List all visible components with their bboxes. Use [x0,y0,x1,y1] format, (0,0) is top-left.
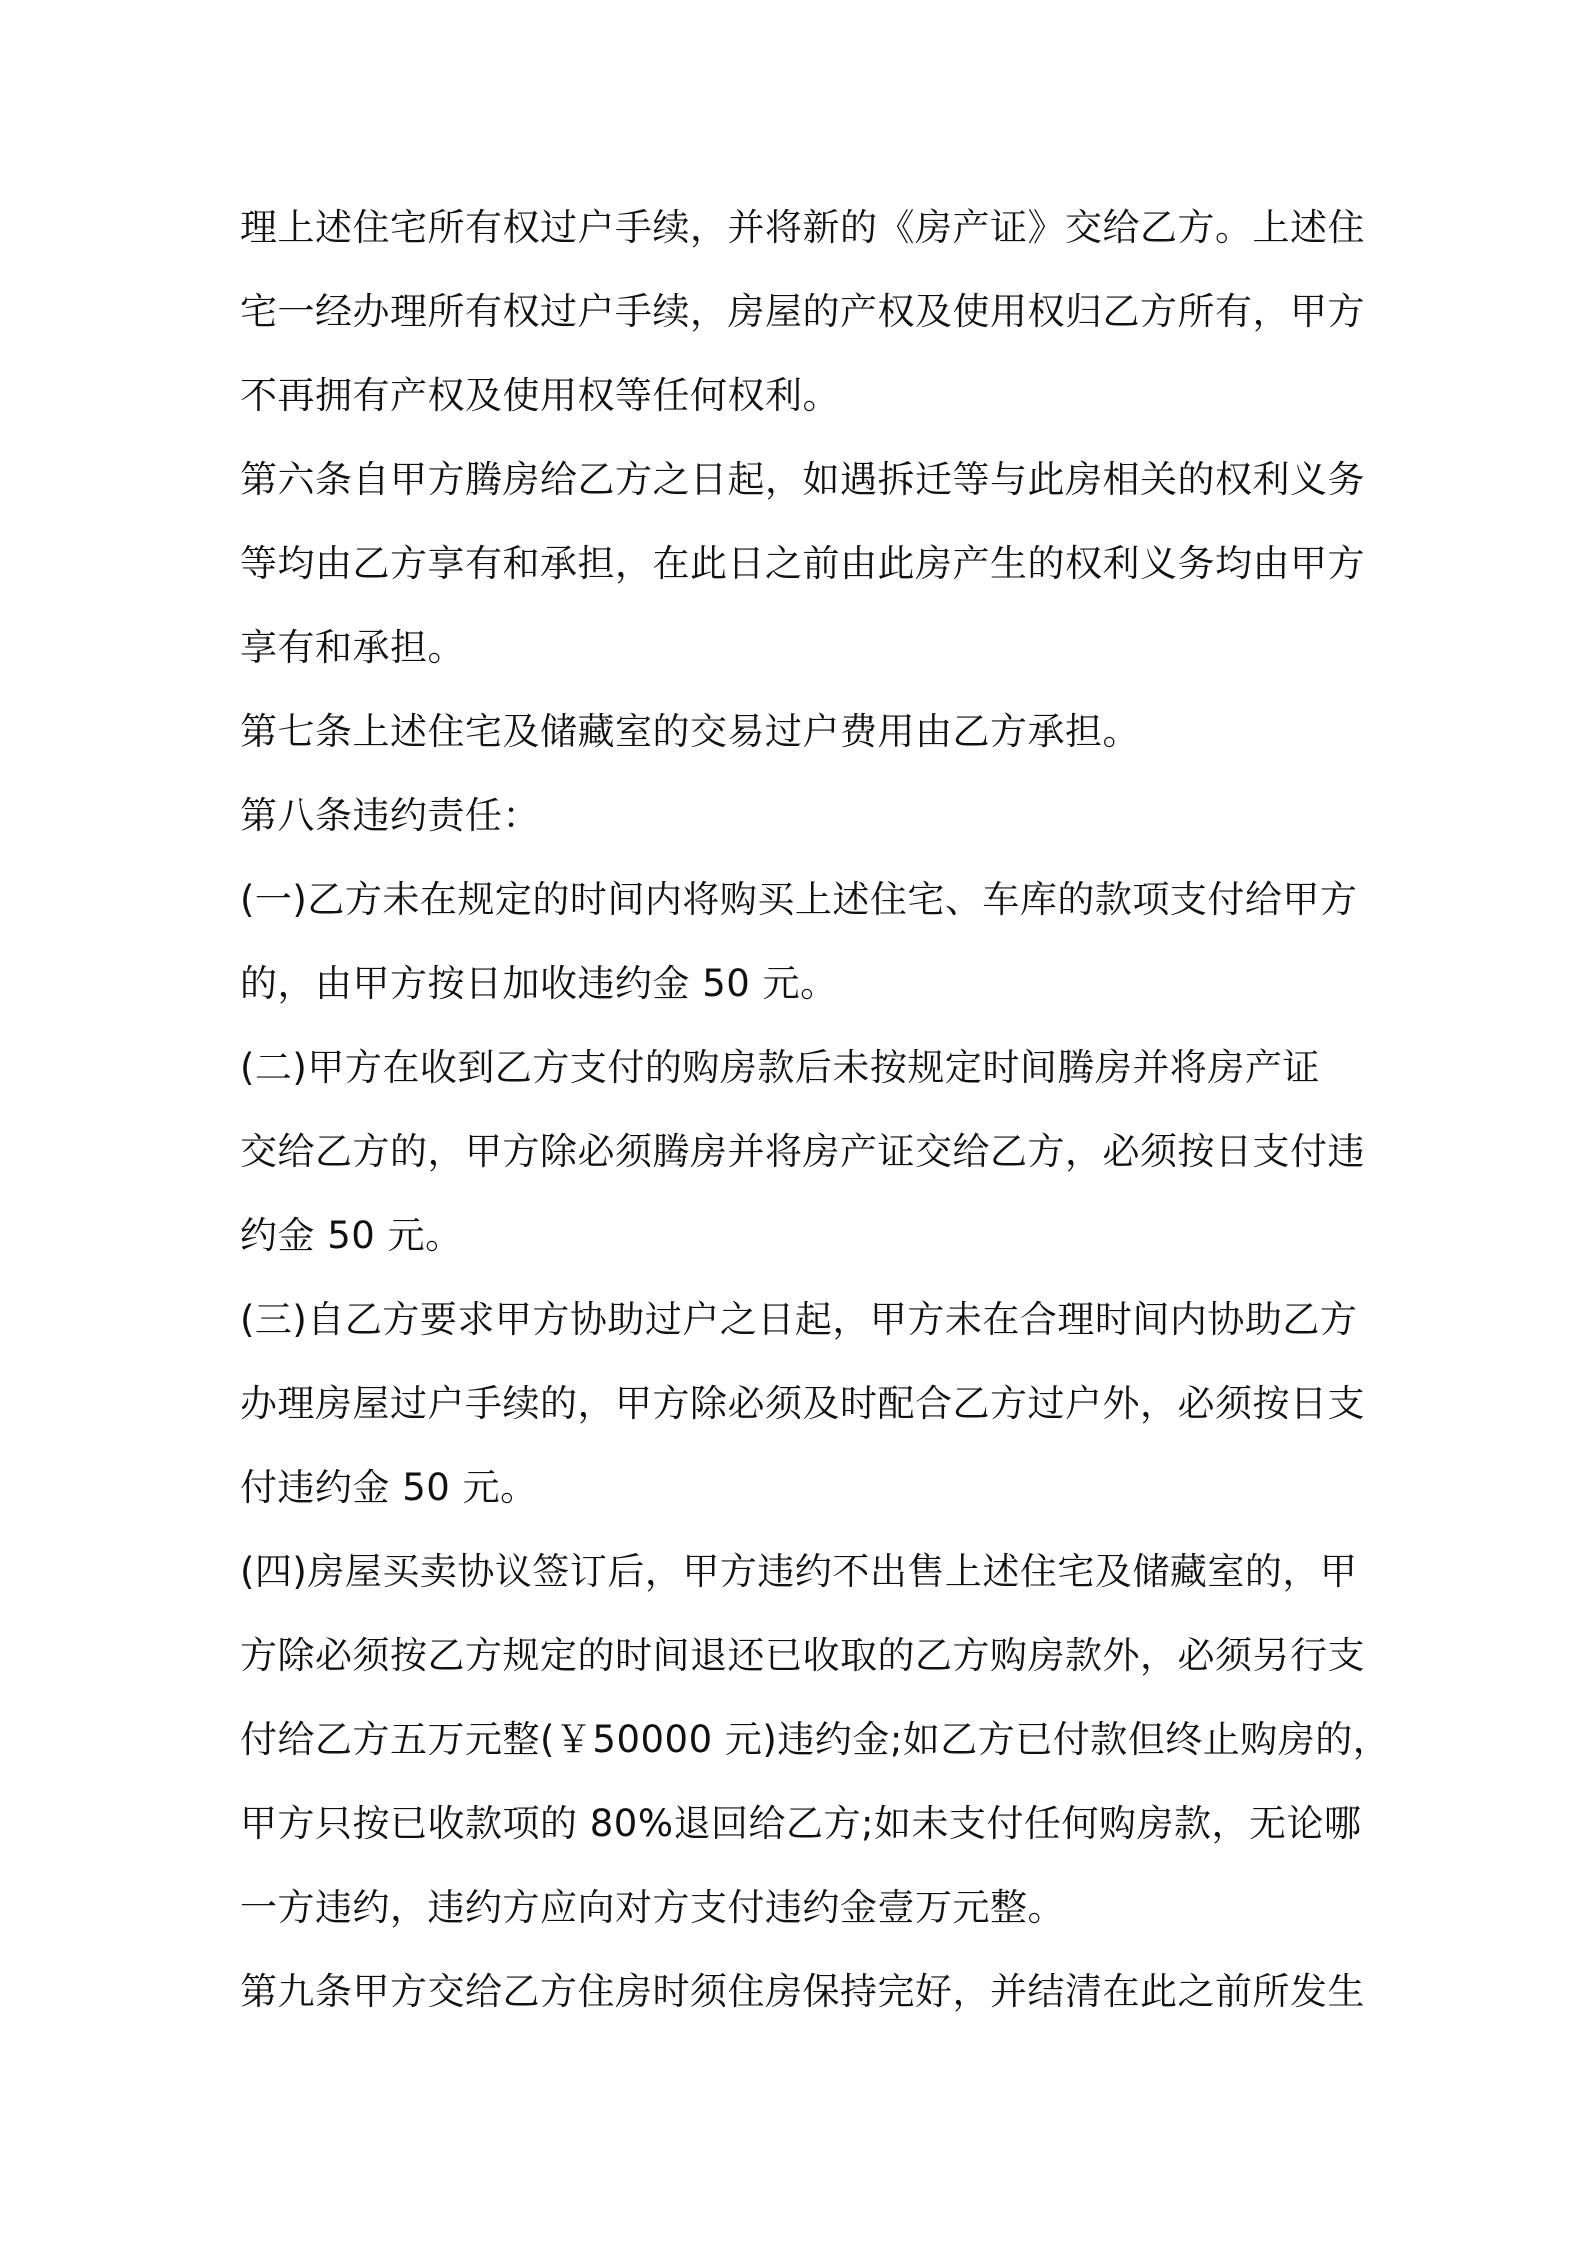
contract-text [240,186,1391,2034]
text-line-3: 不再拥有产权及使用权等任何权利。 [240,374,840,417]
text-line-2: 宅一经办理所有权过户手续，房屋的产权及使用权归乙方所有，甲方 [240,290,1365,333]
text-line-22: 第九条甲方交给乙方住房时须住房保持完好，并结清在此之前所发生 [240,1970,1365,2013]
text-line-14: (三)自乙方要求甲方协助过户之日起，甲方未在合理时间内协助乙方 [240,1298,1358,1341]
text-line-19: 付给乙方五万元整(￥50000 元)违约金;如乙方已付款但终止购房的， [240,1718,1391,1761]
text-line-5: 等均由乙方享有和承担，在此日之前由此房产生的权利义务均由甲方 [240,542,1365,585]
text-line-18: 方除必须按乙方规定的时间退还已收取的乙方购房款外，必须另行支 [240,1634,1365,1677]
text-line-21: 一方违约，违约方应向对方支付违约金壹万元整。 [240,1886,1065,1929]
text-line-1: 理上述住宅所有权过户手续，并将新的《房产证》交给乙方。上述住 [240,206,1365,249]
text-line-4: 第六条自甲方腾房给乙方之日起，如遇拆迁等与此房相关的权利义务 [240,458,1365,501]
text-line-17: (四)房屋买卖协议签订后，甲方违约不出售上述住宅及储藏室的，甲 [240,1550,1358,1593]
text-line-15: 办理房屋过户手续的，甲方除必须及时配合乙方过户外，必须按日支 [240,1382,1365,1425]
text-line-7: 第七条上述住宅及储藏室的交易过户费用由乙方承担。 [240,710,1140,753]
text-line-12: 交给乙方的，甲方除必须腾房并将房产证交给乙方，必须按日支付违 [240,1130,1365,1173]
text-line-13: 约金 50 元。 [240,1214,463,1257]
text-line-9: (一)乙方未在规定的时间内将购买上述住宅、车库的款项支付给甲方 [240,878,1358,921]
text-line-16: 付违约金 50 元。 [240,1466,538,1509]
text-line-20: 甲方只按已收款项的 80%退回给乙方;如未支付任何购房款，无论哪 [240,1802,1362,1845]
text-line-6: 享有和承担。 [240,626,465,669]
text-line-10: 的，由甲方按日加收违约金 50 元。 [240,962,838,1005]
text-line-8: 第八条违约责任： [240,794,540,837]
text-line-11: (二)甲方在收到乙方支付的购房款后未按规定时间腾房并将房产证 [240,1046,1320,1089]
